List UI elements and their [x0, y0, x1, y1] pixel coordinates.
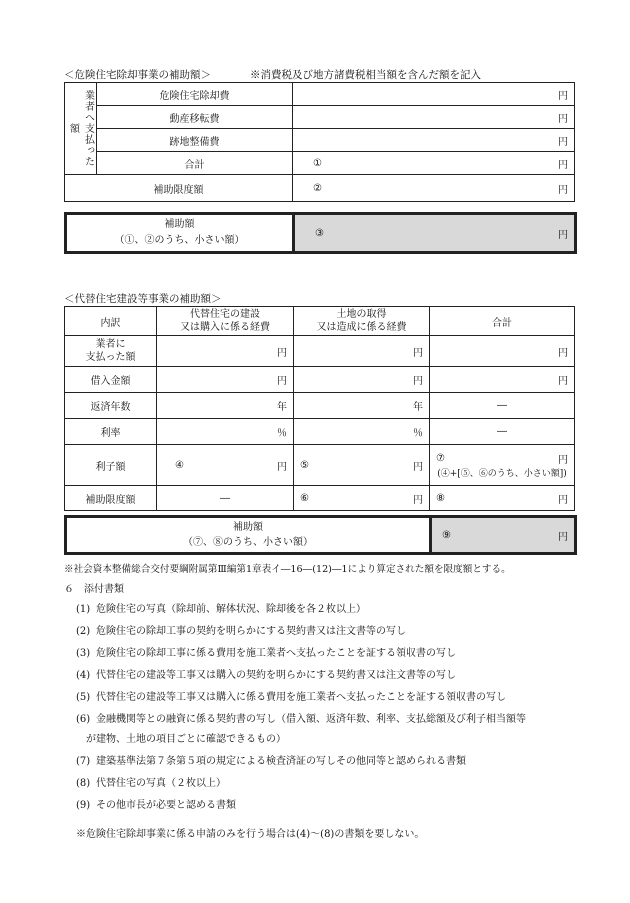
section1-note: ※消費税及び地方諸費税相当額を含んだ額を記入: [250, 69, 481, 81]
list-item: (4) 代替住宅の建設等工事又は購入の契約を明らかにする契約書又は注文書等の写し: [76, 670, 456, 681]
table-row: [65, 175, 575, 202]
header-building: 代替住宅の建設 又は購入に係る経費: [157, 307, 294, 336]
limit-amount-cell[interactable]: ② 円: [293, 175, 575, 202]
amount-cell[interactable]: 円: [157, 367, 294, 393]
amount-cell[interactable]: 円: [293, 129, 575, 152]
row-label: 借入金額: [65, 367, 157, 393]
replacement-subsidy-total-table: [64, 515, 577, 555]
table-row: [65, 419, 575, 445]
row-label: 利率: [65, 419, 157, 445]
amount-cell[interactable]: 円: [294, 336, 430, 367]
table-row: [65, 152, 575, 175]
replacement-subsidy-table: [64, 306, 575, 511]
removal-subsidy-total-table: [64, 212, 577, 254]
row-label: 動産移転費: [97, 106, 293, 129]
row-label: 跡地整備費: [97, 129, 293, 152]
years-cell[interactable]: 年: [157, 393, 294, 419]
subsidy-amount-cell[interactable]: ⑨ 円: [431, 517, 576, 554]
removal-subsidy-table: [64, 82, 575, 202]
amount-cell[interactable]: 円: [157, 336, 294, 367]
list-item: (6) 金融機関等との融資に係る契約書の写し（借入額、返済年数、利率、支払総額及び利子相当額等: [76, 714, 526, 725]
interest-building-cell[interactable]: ④ 円: [157, 445, 294, 486]
amount-cell[interactable]: 円: [293, 106, 575, 129]
list-item: (8) 代替住宅の写真（２枚以上）: [76, 778, 226, 789]
table-row: [66, 517, 576, 554]
row-label: 業者に 支払った額: [65, 336, 157, 367]
limit-total-cell[interactable]: ⑧ 円: [430, 486, 575, 511]
interest-formula: (④+[⑤、⑥のうち、小さい額]): [437, 469, 567, 479]
header-item: 内訳: [65, 307, 157, 336]
dash-cell: ―: [430, 419, 575, 445]
rate-cell[interactable]: ％: [157, 419, 294, 445]
subsidy-label: 補助額 （①、②のうち、小さい額）: [66, 214, 294, 253]
row-label: 返済年数: [65, 393, 157, 419]
row-label: 危険住宅除却費: [97, 83, 293, 106]
header-total: 合計: [430, 307, 575, 336]
table-header-row: [65, 307, 575, 336]
list-item-continuation: が建物、土地の項目ごとに確認できるもの）: [86, 734, 286, 745]
years-cell[interactable]: 年: [294, 393, 430, 419]
row-label: 合計: [97, 152, 293, 175]
limit-label: 補助限度額: [65, 175, 293, 202]
table-row: [66, 214, 576, 253]
attachments-heading: ６ 添付書類: [64, 584, 124, 595]
table-row: [65, 129, 575, 152]
list-item: (7) 建築基準法第７条第５項の規定による検査済証の写しその他同等と認められる書類: [76, 756, 466, 767]
table-row: [65, 83, 575, 106]
list-item: (5) 代替住宅の建設等工事又は購入に係る費用を施工業者へ支払ったことを証する領収書の写し: [76, 692, 506, 703]
list-item: (2) 危険住宅の除却工事の契約を明らかにする契約書又は注文書等の写し: [76, 626, 406, 637]
footnote: ※社会資本整備総合交付要綱附属第Ⅲ編第1章表イ―16―(12)―1により算定された額を限度額とする。: [64, 564, 511, 575]
amount-cell[interactable]: 円: [293, 83, 575, 106]
limit-land-cell[interactable]: ⑥ 円: [294, 486, 430, 511]
header-land: 土地の取得 又は造成に係る経費: [294, 307, 430, 336]
list-item: (1) 危険住宅の写真（除却前、解体状況、除却後を各２枚以上）: [76, 604, 366, 615]
row-label: 補助限度額: [65, 486, 157, 511]
table-row: [65, 367, 575, 393]
table-row: [65, 486, 575, 511]
section1-title: ＜危険住宅除却事業の補助額＞: [64, 69, 211, 81]
vertical-label: 業者へ支払った額: [65, 83, 97, 175]
rate-cell[interactable]: ％: [294, 419, 430, 445]
attachments-note: ※危険住宅除却事業に係る申請のみを行う場合は(4)～(8)の書類を要しない。: [76, 829, 425, 840]
dash-cell: ―: [157, 486, 294, 511]
list-item: (3) 危険住宅の除却工事に係る費用を施工業者へ支払ったことを証する領収書の写し: [76, 648, 456, 659]
interest-land-cell[interactable]: ⑤ 円: [294, 445, 430, 486]
table-row: [65, 393, 575, 419]
interest-total-cell[interactable]: ⑦ 円 (④+[⑤、⑥のうち、小さい額]): [430, 445, 575, 486]
dash-cell: ―: [430, 393, 575, 419]
amount-cell[interactable]: ① 円: [293, 152, 575, 175]
list-item: (9) その他市長が必要と認める書類: [76, 800, 236, 811]
amount-cell[interactable]: 円: [430, 336, 575, 367]
amount-cell[interactable]: 円: [294, 367, 430, 393]
table-row: [65, 445, 575, 486]
subsidy-label: 補助額 （⑦、⑧のうち、小さい額）: [66, 517, 431, 554]
row-label: 利子額: [65, 445, 157, 486]
amount-cell[interactable]: 円: [430, 367, 575, 393]
table-row: [65, 106, 575, 129]
table-row: [65, 336, 575, 367]
section2-title: ＜代替住宅建設等事業の補助額＞: [64, 293, 222, 305]
subsidy-amount-cell[interactable]: ③ 円: [294, 214, 576, 253]
